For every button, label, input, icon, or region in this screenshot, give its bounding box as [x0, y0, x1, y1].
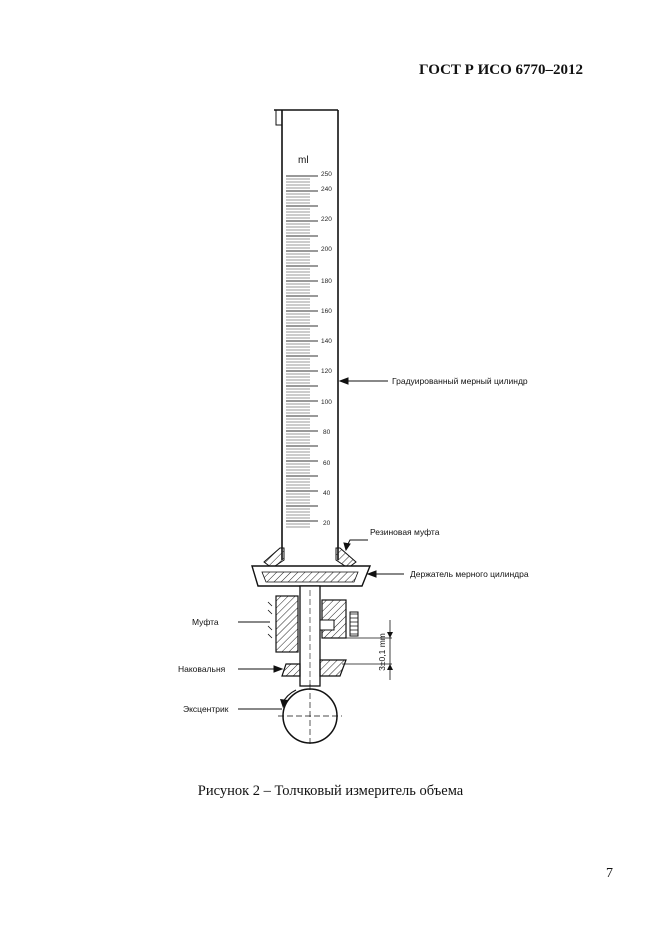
graduated-cylinder	[274, 110, 338, 560]
tick-label-200: 200	[321, 246, 332, 253]
document-header: ГОСТ Р ИСО 6770–2012	[419, 62, 583, 78]
tick-label-60: 60	[323, 460, 331, 467]
tick-label-20: 20	[323, 520, 331, 527]
tick-label-240: 240	[321, 186, 332, 193]
tick-label-220: 220	[321, 216, 332, 223]
tick-label-120: 120	[321, 368, 332, 375]
label-holder: Держатель мерного цилиндра	[410, 569, 529, 579]
label-eccentric: Эксцентрик	[183, 704, 229, 714]
label-anvil: Наковальня	[178, 664, 226, 674]
cylinder-holder	[252, 566, 370, 586]
label-cylinder: Градуированный мерный цилиндр	[392, 376, 528, 386]
eccentric	[278, 684, 342, 746]
tick-label-160: 160	[321, 308, 332, 315]
tick-label-250: 250	[321, 171, 332, 178]
minor-ticks	[286, 176, 318, 527]
tick-label-140: 140	[321, 338, 332, 345]
tick-label-180: 180	[321, 278, 332, 285]
tick-label-80: 80	[323, 429, 331, 436]
tick-label-40: 40	[323, 490, 331, 497]
label-coupling: Муфта	[192, 617, 219, 627]
rubber-sleeve	[264, 548, 356, 568]
label-rubber-sleeve: Резиновая муфта	[370, 527, 440, 537]
tick-label-100: 100	[321, 399, 332, 406]
figure-caption: Рисунок 2 – Толчковый измеритель объема	[197, 783, 464, 799]
page-number: 7	[606, 866, 613, 881]
unit-label: ml	[298, 155, 309, 166]
tick-labels	[321, 171, 332, 527]
dimension-label: 3±0,1 mm	[377, 633, 387, 671]
